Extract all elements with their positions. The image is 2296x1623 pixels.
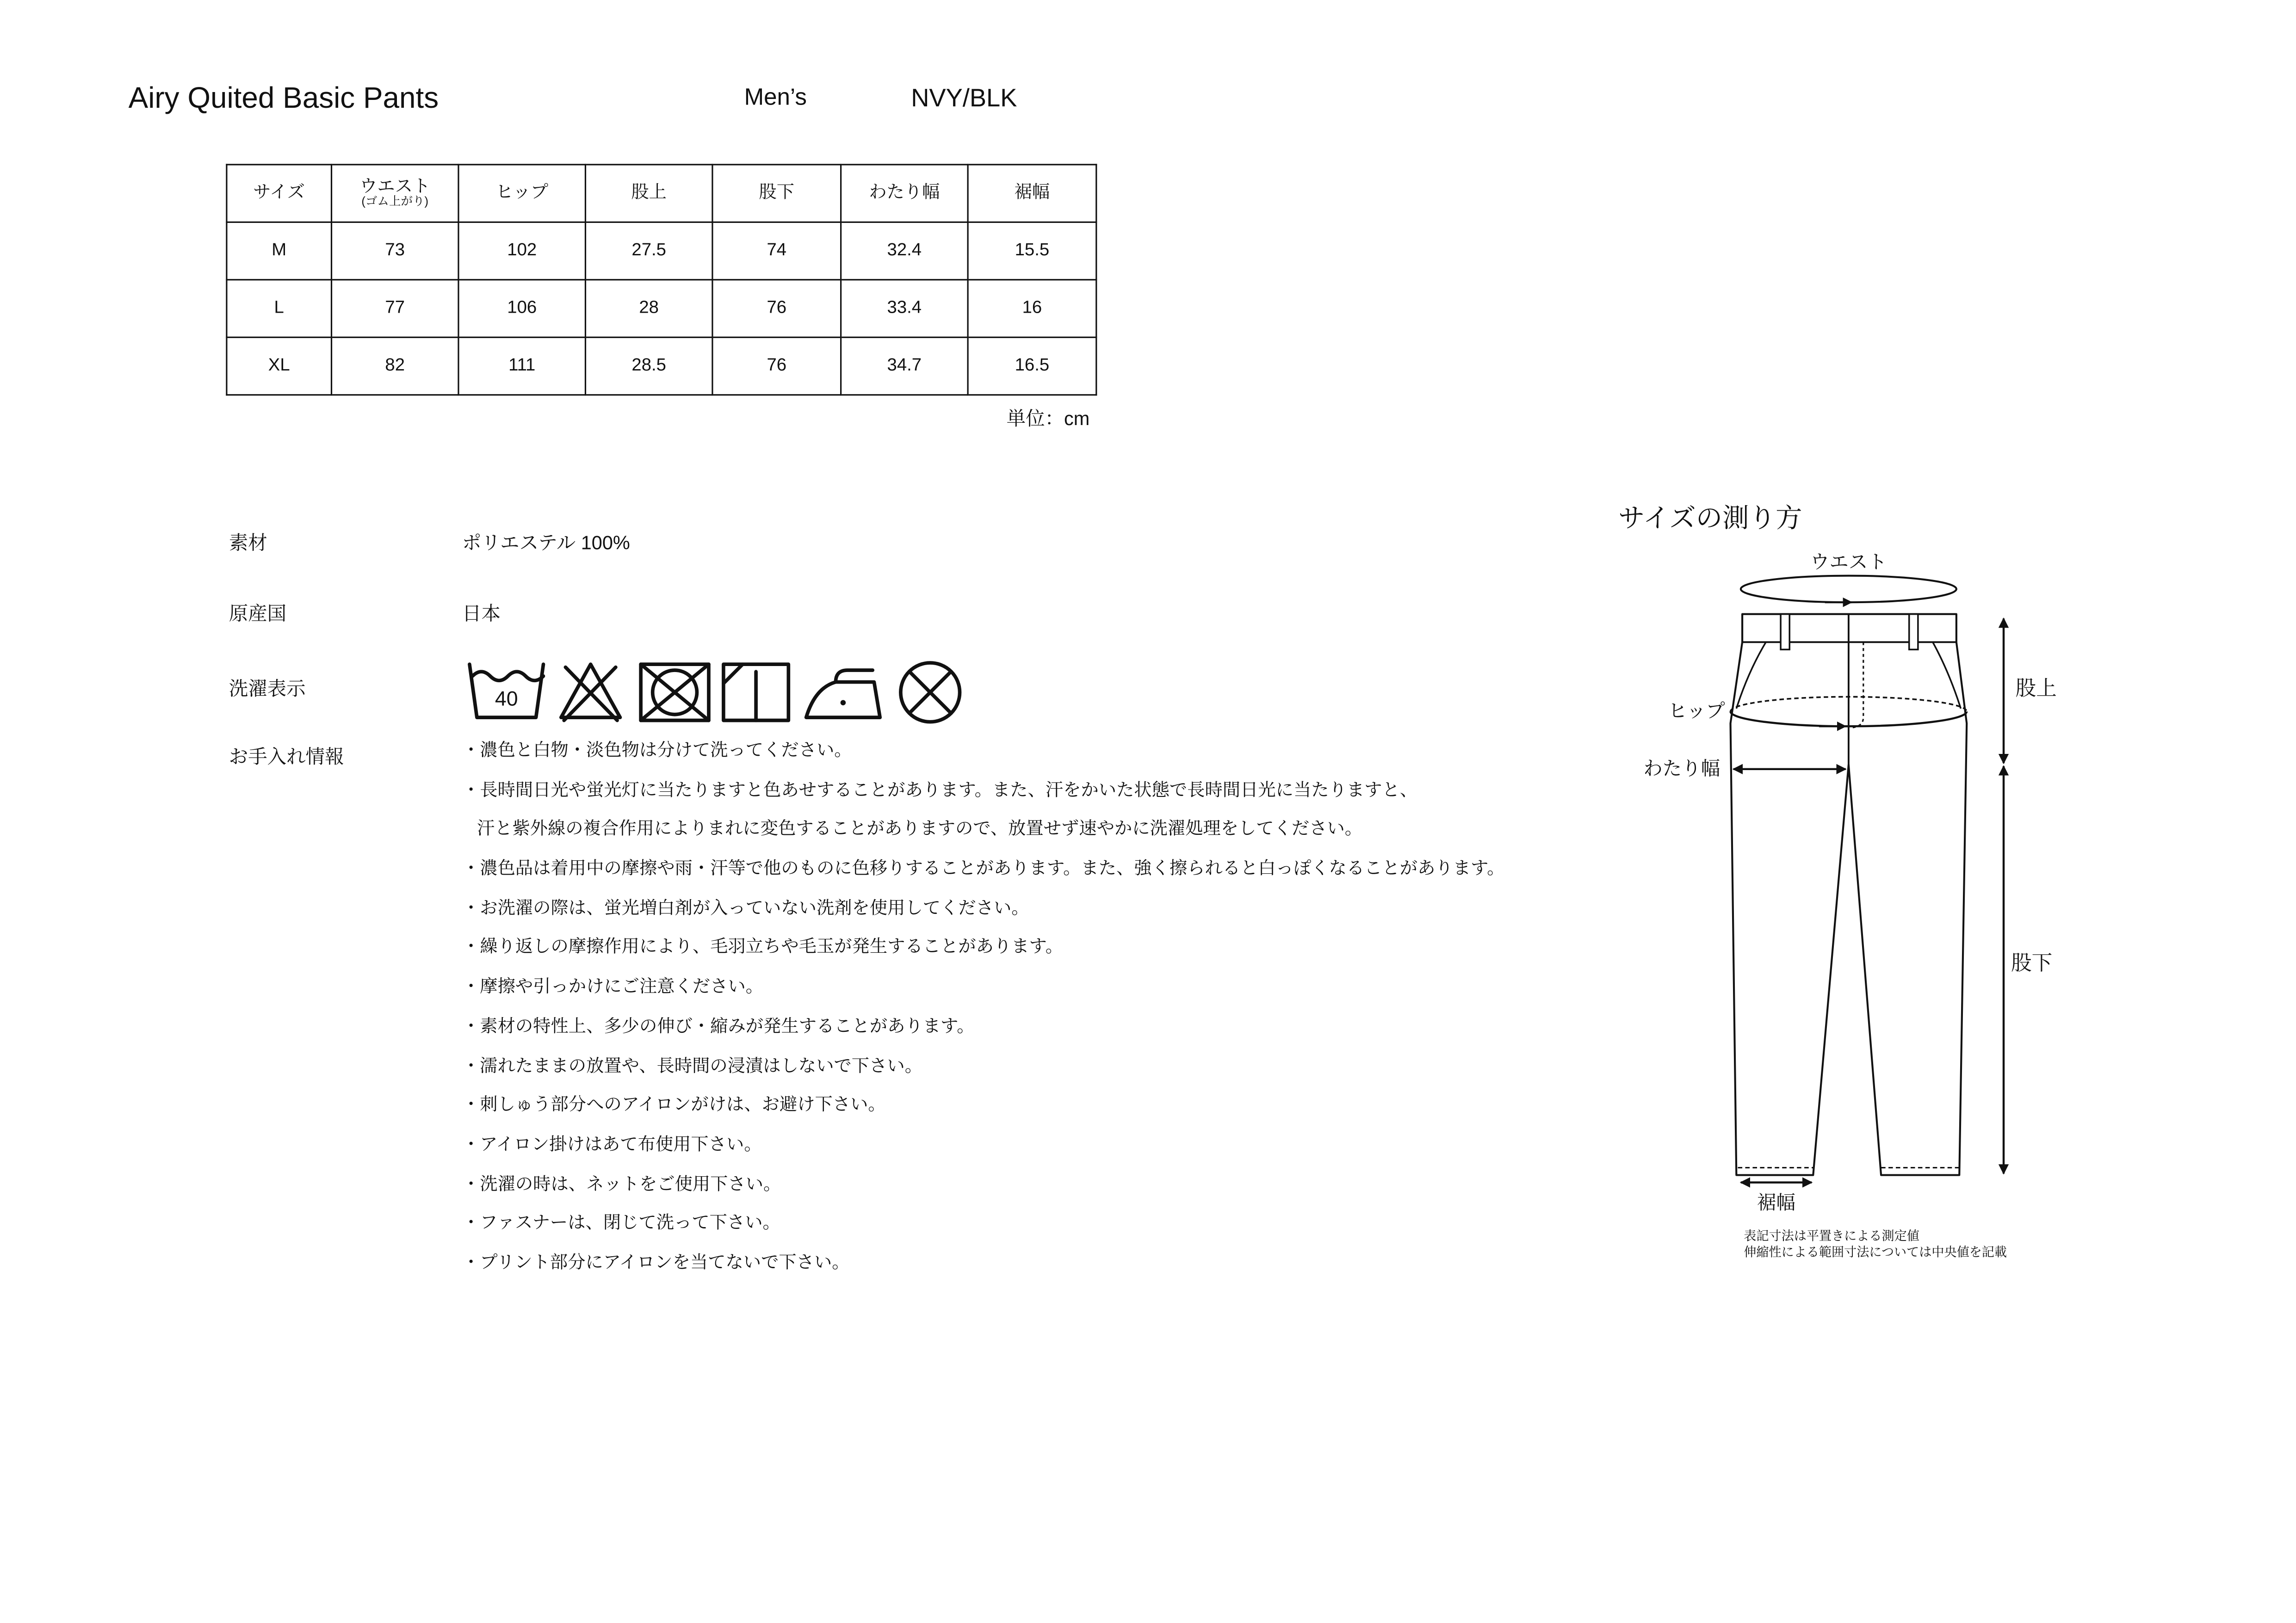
no-dry-clean-icon: [901, 663, 960, 722]
table-cell: 33.4: [841, 280, 968, 337]
table-cell: 76: [712, 280, 841, 337]
table-cell: 106: [458, 280, 585, 337]
list-item: ・洗濯の時は、ネットをご使用下さい。: [462, 1173, 781, 1194]
hip-label: ヒップ: [1668, 700, 1725, 722]
product-name: Airy Quited Basic Pants: [128, 82, 439, 115]
list-item: ・長時間日光や蛍光灯に当たりますと色あせすることがあります。また、汗をかいた状態で長時間日光に当たりますと、: [462, 779, 1418, 800]
hem-label: 裾幅: [1757, 1191, 1795, 1213]
inseam-label: 股下: [2011, 951, 2053, 975]
origin-label: 原産国: [229, 602, 287, 625]
table-cell: 32.4: [841, 222, 968, 279]
table-cell: 34.7: [841, 337, 968, 395]
table-cell: 73: [332, 222, 458, 279]
table-cell: 28: [585, 280, 712, 337]
table-cell: 77: [332, 280, 458, 337]
table-header-row: [227, 165, 1096, 222]
material-label: 素材: [229, 531, 267, 554]
iron-low-icon: [806, 670, 880, 717]
table-cell: 27.5: [585, 222, 712, 279]
list-item: ・お洗濯の際は、蛍光増白剤が入っていない洗剤を使用してください。: [462, 897, 1029, 918]
table-cell: 16.5: [968, 337, 1096, 395]
size-table: [226, 164, 1097, 395]
thigh-label: わたり幅: [1643, 757, 1720, 779]
material-value: ポリエステル 100%: [462, 531, 630, 554]
table-cell: M: [227, 222, 332, 279]
measure-note: 伸縮性による範囲寸法については中央値を記載: [1744, 1245, 2007, 1259]
belt-loop-right: [1909, 614, 1918, 650]
header-hem: 裾幅: [968, 165, 1096, 222]
list-item: ・繰り返しの摩擦作用により、毛羽立ちや毛玉が発生することがあります。: [462, 936, 1064, 957]
measure-note: 表記寸法は平置きによる測定値: [1744, 1228, 1919, 1243]
table-cell: XL: [227, 337, 332, 395]
header-hip: ヒップ: [458, 165, 585, 222]
measure-guide-title: サイズの測り方: [1618, 503, 1802, 533]
care-symbols-label: 洗濯表示: [229, 677, 306, 700]
header-waist: [332, 165, 458, 222]
no-bleach-icon: [561, 664, 620, 720]
table-cell: L: [227, 280, 332, 337]
table-row: [227, 337, 1096, 395]
belt-loop-left: [1781, 614, 1789, 650]
colorway-label: NVY/BLK: [911, 84, 1017, 112]
header-thigh: わたり幅: [841, 165, 968, 222]
list-item: ・刺しゅう部分へのアイロンがけは、お避け下さい。: [462, 1094, 886, 1115]
table-cell: 74: [712, 222, 841, 279]
care-symbols: [462, 655, 979, 726]
list-item: ・ファスナーは、閉じて洗って下さい。: [462, 1212, 780, 1233]
no-tumble-dry-icon: [641, 664, 709, 720]
care-info-label: お手入れ情報: [229, 745, 344, 768]
waist-measure-ellipse: [1741, 576, 1956, 602]
rise-label: 股上: [2015, 677, 2057, 700]
list-item: ・素材の特性上、多少の伸び・縮みが発生することがあります。: [462, 1015, 975, 1036]
list-item: ・アイロン掛けはあて布使用下さい。: [462, 1133, 762, 1154]
table-row: [227, 280, 1096, 337]
list-item: 汗と紫外線の複合作用によりまれに変色することがありますので、放置せず速やかに洗濯処理をしてください。: [477, 818, 1363, 839]
list-item: ・濃色と白物・淡色物は分けて洗ってください。: [462, 739, 852, 760]
unit-note: 単位：cm: [1006, 407, 1090, 430]
header-inseam: 股下: [712, 165, 841, 222]
pants-diagram: [1609, 531, 2097, 1270]
header-size: サイズ: [227, 165, 332, 222]
table-cell: 102: [458, 222, 585, 279]
list-item: ・濃色品は着用中の摩擦や雨・汗等で他のものに色移りすることがあります。また、強く擦られると白っぽくなることがあります。: [462, 858, 1505, 879]
header-waist-note: (ゴム上がり): [361, 195, 429, 209]
iron-dot-icon: [841, 700, 846, 705]
table-cell: 111: [458, 337, 585, 395]
list-item: ・プリント部分にアイロンを当てないで下さい。: [462, 1252, 850, 1272]
origin-value: 日本: [462, 602, 501, 625]
header-waist-label: ウエスト: [359, 175, 431, 197]
header-rise: 股上: [585, 165, 712, 222]
list-item: ・摩擦や引っかけにご注意ください。: [462, 976, 764, 997]
table-cell: 28.5: [585, 337, 712, 395]
table-cell: 15.5: [968, 222, 1096, 279]
table-cell: 16: [968, 280, 1096, 337]
wash-temperature: 40: [495, 687, 518, 710]
table-cell: 82: [332, 337, 458, 395]
care-info-list: [462, 731, 1505, 1282]
gender-label: Men’s: [744, 86, 807, 111]
waist-label: ウエスト: [1810, 550, 1887, 573]
list-item: ・濡れたままの放置や、長時間の浸漬はしないで下さい。: [462, 1055, 923, 1076]
table-cell: 76: [712, 337, 841, 395]
table-row: [227, 222, 1096, 279]
line-dry-shade-icon: [724, 664, 788, 720]
